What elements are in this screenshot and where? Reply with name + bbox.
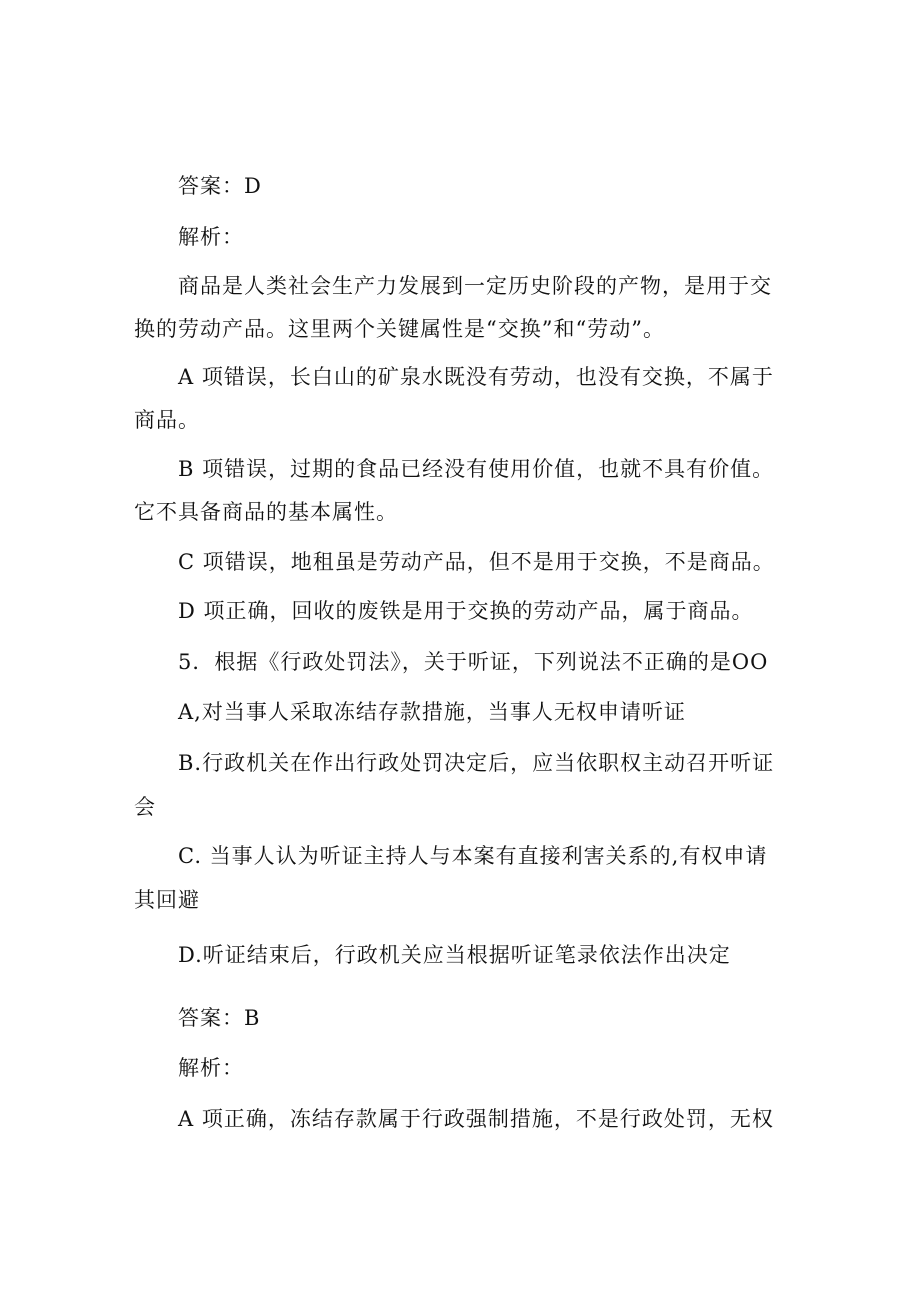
analysis-label-q4: 解析：: [178, 225, 244, 249]
paragraph-line: 商品。: [134, 408, 200, 432]
paragraph-line: B 项错误，过期的食品已经没有使用价值，也就不具有价值。: [178, 457, 775, 481]
paragraph-line: A 项正确，冻结存款属于行政强制措施，不是行政处罚，无权: [178, 1107, 774, 1131]
paragraph-line: D 项正确，回收的废铁是用于交换的劳动产品，属于商品。: [178, 599, 754, 623]
option-d: D.听证结束后，行政机关应当根据听证笔录依法作出决定: [178, 943, 731, 967]
question-5-stem: 5．根据《行政处罚法》，关于听证，下列说法不正确的是OO: [178, 650, 769, 674]
paragraph-line: 它不具备商品的基本属性。: [134, 500, 398, 524]
option-c: C. 当事人认为听证主持人与本案有直接利害关系的,有权申请: [178, 844, 768, 868]
analysis-label-q5: 解析：: [178, 1056, 244, 1080]
option-b: B.行政机关在作出行政处罚决定后，应当依职权主动召开听证: [178, 751, 775, 775]
paragraph-line: C 项错误，地租虽是劳动产品，但不是用于交换，不是商品。: [178, 550, 775, 574]
option-b-continued: 会: [134, 795, 156, 819]
paragraph-line: A 项错误，长白山的矿泉水既没有劳动，也没有交换，不属于: [178, 365, 774, 389]
option-c-continued: 其回避: [134, 888, 200, 912]
answer-label-q5: 答案：B: [178, 1006, 261, 1030]
paragraph-line: 换的劳动产品。这里两个关键属性是“交换”和“劳动”。: [134, 317, 665, 341]
answer-label-q4: 答案：D: [178, 174, 262, 198]
option-a: A,对当事人采取冻结存款措施，当事人无权申请听证: [178, 700, 686, 724]
paragraph-line: 商品是人类社会生产力发展到一定历史阶段的产物，是用于交: [178, 274, 772, 298]
